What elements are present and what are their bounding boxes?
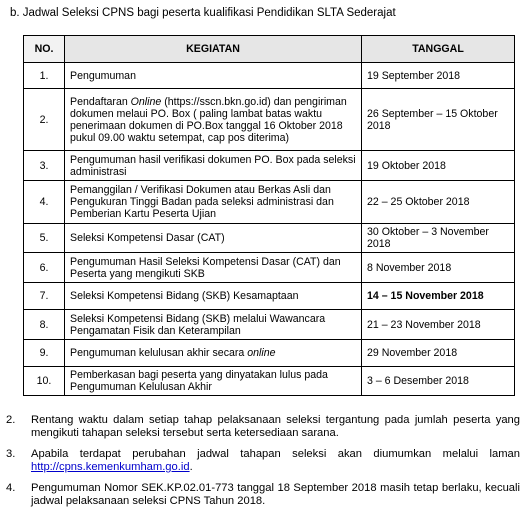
table-row bbox=[24, 367, 515, 396]
row-kegiatan: Pengumuman Hasil Seleksi Kompetensi Dasar (CAT) dan Peserta yang mengikuti SKB bbox=[65, 253, 362, 283]
row-tanggal: 19 September 2018 bbox=[362, 63, 515, 89]
row-number: 9. bbox=[24, 340, 65, 367]
row-tanggal: 21 – 23 November 2018 bbox=[362, 310, 515, 340]
kegiatan-text: Pengumuman kelulusan akhir secara bbox=[70, 347, 248, 359]
note-period: . bbox=[189, 461, 193, 473]
row-kegiatan bbox=[65, 340, 362, 367]
notes-list bbox=[6, 414, 520, 516]
row-number: 2. bbox=[24, 89, 65, 151]
row-tanggal: 22 – 25 Oktober 2018 bbox=[362, 181, 515, 224]
row-tanggal: 26 September – 15 Oktober 2018 bbox=[362, 89, 515, 151]
note-text: Rentang waktu dalam setiap tahap pelaksanaan seleksi tergantung pada jumlah peserta yang mengikuti tahapan seleksi tersebut serta ketersediaan sarana. bbox=[31, 414, 520, 439]
row-kegiatan: Seleksi Kompetensi Dasar (CAT) bbox=[65, 224, 362, 253]
row-tanggal: 8 November 2018 bbox=[362, 253, 515, 283]
row-number: 8. bbox=[24, 310, 65, 340]
header-kegiatan: KEGIATAN bbox=[65, 36, 362, 63]
kegiatan-italic: Online bbox=[130, 95, 162, 108]
header-tanggal: TANGGAL bbox=[362, 36, 515, 63]
row-number: 7. bbox=[24, 283, 65, 310]
row-kegiatan: Pemberkasan bagi peserta yang dinyatakan lulus pada Pengumuman Kelulusan Akhir bbox=[65, 367, 362, 396]
note-number: 3. bbox=[6, 448, 16, 460]
note-text-wrapper bbox=[31, 448, 520, 474]
table-row bbox=[24, 310, 515, 340]
row-kegiatan: Seleksi Kompetensi Bidang (SKB) Kesamaptaan bbox=[65, 283, 362, 310]
kegiatan-italic: online bbox=[247, 347, 276, 359]
table-row bbox=[24, 340, 515, 367]
note-text: Apabila terdapat perubahan jadwal tahapan seleksi akan diumumkan melalui laman bbox=[31, 448, 520, 460]
note-number: 4. bbox=[6, 482, 16, 494]
table-row bbox=[24, 224, 515, 253]
table-row bbox=[24, 63, 515, 89]
row-kegiatan: Pemanggilan / Verifikasi Dokumen atau Berkas Asli dan Pengukuran Tinggi Badan pada seleksi administrasi dan Pemberian Kartu Peserta Ujian bbox=[65, 181, 362, 224]
note-item bbox=[6, 482, 520, 508]
table-row bbox=[24, 283, 515, 310]
kegiatan-text: Pendaftaran bbox=[70, 95, 131, 108]
note-number: 2. bbox=[6, 414, 16, 426]
row-tanggal: 3 – 6 Desember 2018 bbox=[362, 367, 515, 396]
table-row bbox=[24, 253, 515, 283]
row-tanggal: 30 Oktober – 3 November 2018 bbox=[362, 224, 515, 253]
row-number: 6. bbox=[24, 253, 65, 283]
header-no: NO. bbox=[24, 36, 65, 63]
table-row bbox=[24, 151, 515, 181]
row-number: 4. bbox=[24, 181, 65, 224]
row-number: 3. bbox=[24, 151, 65, 181]
note-item bbox=[6, 448, 520, 474]
row-tanggal: 29 November 2018 bbox=[362, 340, 515, 367]
table-row bbox=[24, 89, 515, 151]
table-header-row bbox=[24, 36, 515, 63]
row-kegiatan bbox=[65, 89, 362, 151]
cpns-link[interactable]: http://cpns.kemenkumham.go.id bbox=[31, 461, 190, 473]
row-kegiatan: Pengumuman hasil verifikasi dokumen PO. Box pada seleksi administrasi bbox=[65, 151, 362, 181]
row-tanggal: 19 Oktober 2018 bbox=[362, 151, 515, 181]
note-text: Pengumuman Nomor SEK.KP.02.01-773 tanggal 18 September 2018 masih tetap berlaku, kecuali jadwal pelaksanaan seleksi CPNS Tahun 2018. bbox=[31, 482, 520, 507]
row-number: 1. bbox=[24, 63, 65, 89]
row-kegiatan: Pengumuman bbox=[65, 63, 362, 89]
section-heading: b. Jadwal Seleksi CPNS bagi peserta kualifikasi Pendidikan SLTA Sederajat bbox=[10, 7, 396, 19]
row-number: 5. bbox=[24, 224, 65, 253]
row-kegiatan: Seleksi Kompetensi Bidang (SKB) melalui Wawancara Pengamatan Fisik dan Keterampilan bbox=[65, 310, 362, 340]
note-item bbox=[6, 414, 520, 440]
row-number: 10. bbox=[24, 367, 65, 396]
table-row bbox=[24, 181, 515, 224]
schedule-table bbox=[23, 35, 515, 396]
kegiatan-text: (https://sscn.bkn.go.id) dan pengiriman dokumen melaui PO. Box ( paling lambat batas waktu penerimaan dokumen di PO.Box tanggal 16 Oktober 2018 pukul 09.00 waktu setempat, cap pos diterima) bbox=[70, 95, 347, 144]
row-tanggal: 14 – 15 November 2018 bbox=[362, 283, 515, 310]
